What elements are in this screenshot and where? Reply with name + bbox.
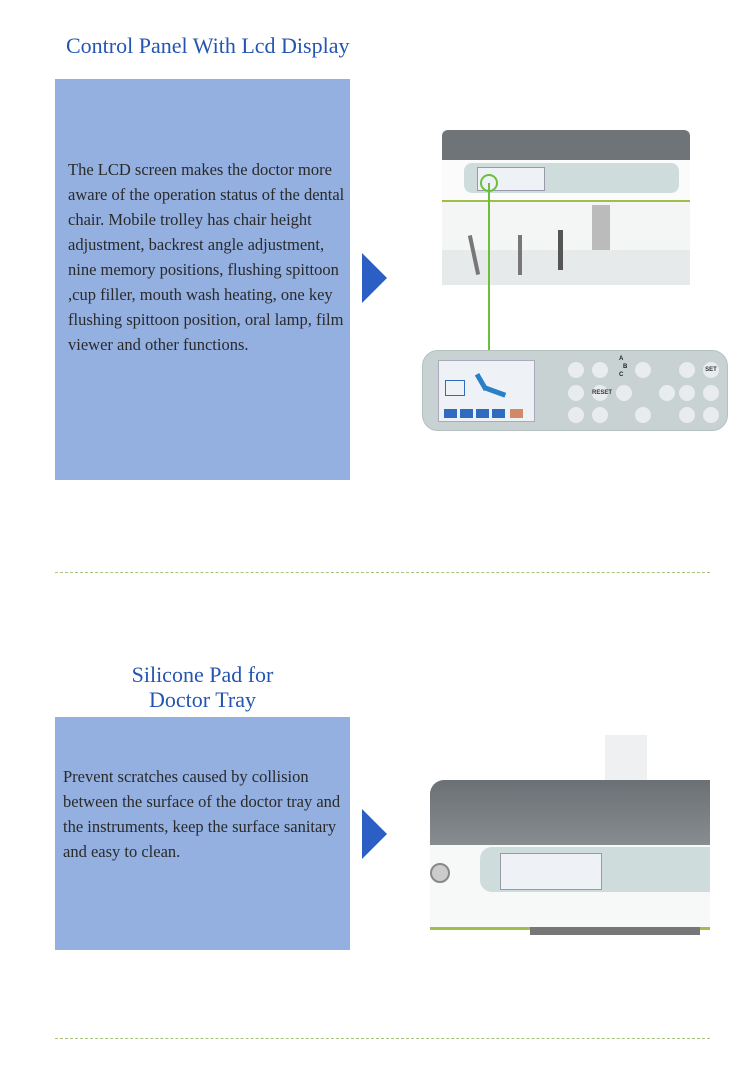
memory-b-label: B <box>623 364 628 370</box>
section2-title <box>55 662 350 712</box>
section2-description: Prevent scratches caused by collision between the surface of the doctor tray and the instruments, keep the surface sanitary and easy to clean. <box>63 767 341 861</box>
section1-description: The LCD screen makes the doctor more aware of the operation status of the dental chair. Mobile trolley has chair height adjustment, backrest angle adjustment, nine memory positions, flushing spittoon ,cup filler, mouth wash heating, one key flushing spittoon position, oral lamp, film viewer and other functions. <box>68 160 345 354</box>
divider <box>55 572 710 573</box>
arrow-right-icon <box>362 809 387 859</box>
section1-description-box <box>55 79 350 480</box>
set-button: SET <box>703 362 719 378</box>
doctor-tray-photo <box>430 735 710 935</box>
divider <box>55 1038 710 1039</box>
section2-title-line1: Silicone Pad for <box>131 662 274 687</box>
section2-title-line2: Doctor Tray <box>149 687 256 712</box>
control-panel-closeup <box>422 350 728 431</box>
section1-title: Control Panel With Lcd Display <box>66 33 350 58</box>
lcd-screen <box>438 360 535 422</box>
memory-c-label: C <box>619 372 624 378</box>
arrow-right-icon <box>362 253 387 303</box>
callout-line <box>488 183 490 351</box>
reset-button: RESET <box>592 385 608 401</box>
trolley-photo <box>442 130 690 285</box>
memory-a-label: A <box>619 356 624 362</box>
section2-description-box <box>55 717 350 950</box>
